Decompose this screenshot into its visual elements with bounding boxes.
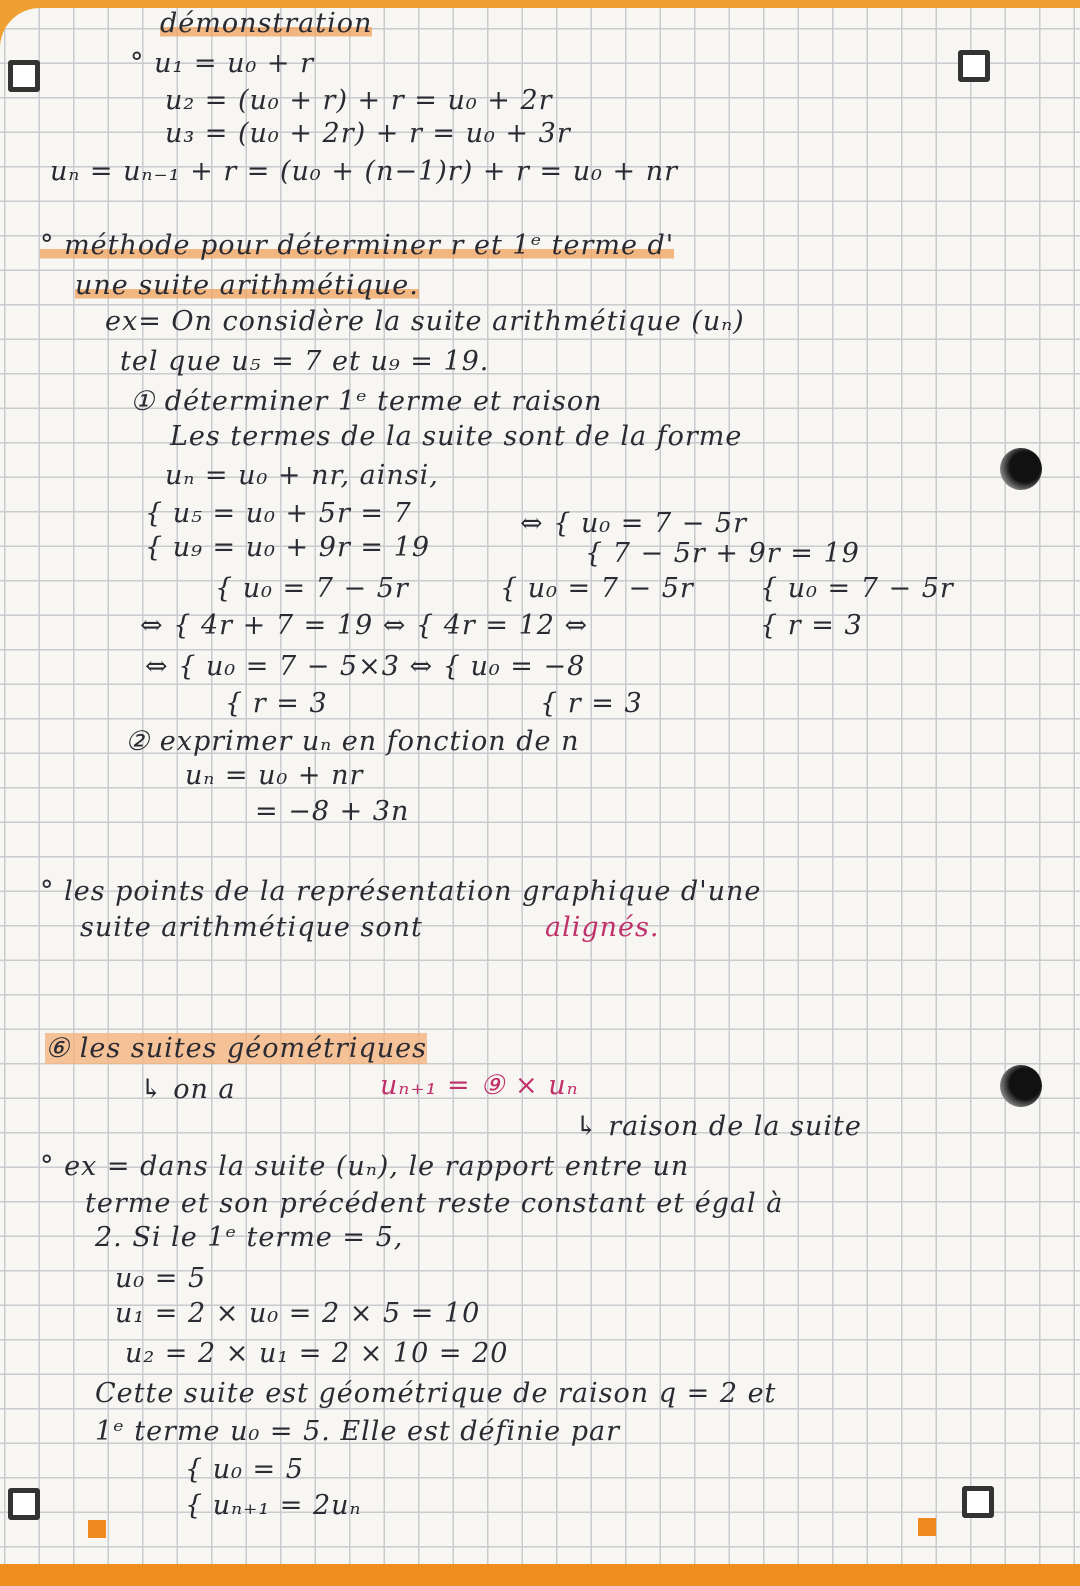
text-line: uₙ = uₙ₋₁ + r = (u₀ + (n−1)r) + r = u₀ + nr [50, 156, 679, 187]
text-line: ex= On considère la suite arithmétique (uₙ) [105, 306, 745, 337]
text-line: ⇔ { 4r + 7 = 19 ⇔ { 4r = 12 ⇔ [140, 610, 589, 641]
heading-methode-cont: une suite arithmétique. [75, 270, 419, 301]
orange-square-icon [88, 1520, 106, 1538]
text-line: = −8 + 3n [255, 796, 410, 827]
heading-suites-geometriques: ⑥ les suites géométriques [45, 1033, 427, 1064]
orange-square-icon [918, 1518, 936, 1536]
text-line: { r = 3 [225, 688, 328, 719]
text-line: { u₀ = 7 − 5r [500, 573, 694, 604]
corner-marker-icon [958, 50, 990, 82]
binder-hole-icon [1000, 448, 1042, 490]
text-line: terme et son précédent reste constant et égal à [85, 1188, 784, 1219]
corner-marker-icon [8, 1488, 40, 1520]
formula-red: uₙ₊₁ = ⑨ × uₙ [380, 1070, 579, 1101]
text-line: { r = 3 [540, 688, 643, 719]
text-line: { u₀ = 7 − 5r [215, 573, 409, 604]
binder-hole-icon [1000, 1065, 1042, 1107]
text-line: ° ex = dans la suite (uₙ), le rapport entre un [40, 1151, 690, 1182]
text-line: { r = 3 [760, 610, 863, 641]
text-line: u₂ = 2 × u₁ = 2 × 10 = 20 [125, 1338, 509, 1369]
text-line: tel que u₅ = 7 et u₉ = 19. [120, 346, 490, 377]
text-line: u₃ = (u₀ + 2r) + r = u₀ + 3r [165, 118, 571, 149]
text-line: { u₉ = u₀ + 9r = 19 [145, 532, 430, 563]
text-line: uₙ = u₀ + nr [185, 760, 364, 791]
text-aligned-red: alignés. [545, 912, 660, 943]
text-line: { 7 − 5r + 9r = 19 [585, 538, 860, 569]
text-line: ⇔ { u₀ = 7 − 5×3 ⇔ { u₀ = −8 [145, 651, 586, 682]
text-line: ° les points de la représentation graphique d'une [40, 876, 762, 907]
text-line: 1ᵉ terme u₀ = 5. Elle est définie par [95, 1416, 621, 1447]
text-line: Les termes de la suite sont de la forme [170, 421, 743, 452]
text-line: suite arithmétique sont [80, 912, 423, 943]
corner-marker-icon [8, 60, 40, 92]
heading-methode: ° méthode pour déterminer r et 1ᵉ terme d' [40, 230, 675, 261]
heading-demonstration: démonstration [160, 8, 373, 39]
notebook-page [0, 8, 1080, 1568]
text-line: ↳ raison de la suite [575, 1111, 862, 1142]
text-line: { u₅ = u₀ + 5r = 7 [145, 498, 412, 529]
text-line: Cette suite est géométrique de raison q = 2 et [95, 1378, 777, 1409]
text-line: { u₀ = 7 − 5r [760, 573, 954, 604]
text-line: ① déterminer 1ᵉ terme et raison [130, 386, 603, 417]
text-line: 2. Si le 1ᵉ terme = 5, [95, 1222, 404, 1253]
text-line: { uₙ₊₁ = 2uₙ [185, 1490, 362, 1521]
corner-marker-icon [962, 1486, 994, 1518]
binder-edge [0, 1564, 1080, 1586]
text-line: ↳ on a [140, 1074, 236, 1105]
text-line: u₀ = 5 [115, 1263, 207, 1294]
text-line: uₙ = u₀ + nr, ainsi, [165, 460, 439, 491]
text-line: { u₀ = 5 [185, 1454, 304, 1485]
text-line: u₁ = 2 × u₀ = 2 × 5 = 10 [115, 1298, 481, 1329]
text-line: u₂ = (u₀ + r) + r = u₀ + 2r [165, 85, 553, 116]
text-line: ° u₁ = u₀ + r [130, 48, 314, 79]
text-line: ⇔ { u₀ = 7 − 5r [520, 508, 748, 539]
text-line: ② exprimer uₙ en fonction de n [125, 726, 580, 757]
